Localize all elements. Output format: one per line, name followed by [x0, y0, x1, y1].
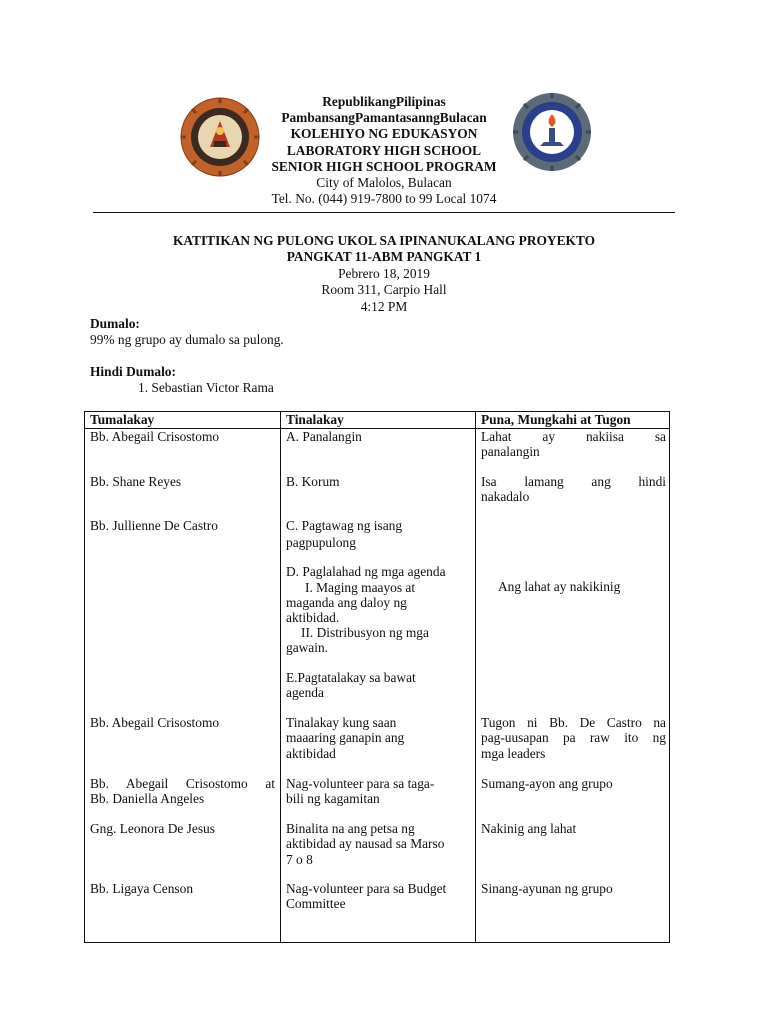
- letterhead-line-telephone: Tel. No. (044) 919-7800 to 99 Local 1074: [271, 191, 497, 207]
- attended-section: [90, 316, 284, 349]
- row3-note: Ang lahat ay nakikinig: [498, 579, 621, 594]
- minutes-title: KATITIKAN NG PULONG UKOL SA IPINANUKALANG PROYEKTO: [172, 233, 596, 248]
- row7-note: Sinang-ayunan ng grupo: [481, 881, 613, 896]
- row3-speaker: Bb. Jullienne De Castro: [90, 518, 218, 533]
- row7-speaker: Bb. Ligaya Censon: [90, 881, 194, 896]
- row5-speaker: Bb. Abegail Crisostomo at Bb. Daniella Angeles: [90, 776, 275, 807]
- row6-speaker: Gng. Leonora De Jesus: [90, 821, 215, 836]
- row1-note: Lahat ay nakiisa sa panalangin: [481, 429, 666, 460]
- minutes-room: Room 311, Carpio Hall: [321, 282, 447, 298]
- header-tinalakay: Tinalakay: [286, 412, 344, 427]
- row2-topic: B. Korum: [286, 474, 340, 489]
- row5-note: Sumang-ayon ang grupo: [481, 776, 613, 791]
- row2-note: Isa lamang ang hindi nakadalo: [481, 474, 666, 505]
- column-divider: [280, 412, 281, 942]
- minutes-time: 4:12 PM: [360, 298, 408, 314]
- row2-speaker: Bb. Shane Reyes: [90, 474, 182, 489]
- row4-note: Tugon ni Bb. De Castro na pag-uusapan pa raw ito ng mga leaders: [481, 715, 666, 761]
- row6-topic: Binalita na ang petsa ng aktibidad ay nausad sa Marso 7 o 8: [286, 821, 445, 867]
- minutes-table: [84, 411, 670, 943]
- letterhead-line-city: City of Malolos, Bulacan: [316, 175, 452, 191]
- row5-topic: Nag-volunteer para sa taga- bili ng kagamitan: [286, 776, 435, 807]
- attended-label: Dumalo:: [90, 316, 140, 331]
- header-puna: Puna, Mungkahi at Tugon: [481, 412, 631, 427]
- row3-topic: C. Pagtawag ng isang pagpupulong D. Paglalahad ng mga agenda I. Maging maayos at maganda ang daloy ng aktibidad. II. Distribusyon ng mga gawain. E.Pagtatalakay sa bawat agenda: [286, 518, 446, 700]
- letterhead-line-republic: RepublikangPilipinas: [322, 94, 446, 109]
- header-tumalakay: Tumalakay: [90, 412, 155, 427]
- attended-text: 99% ng grupo ay dumalo sa pulong.: [90, 332, 284, 348]
- letterhead-line-program: SENIOR HIGH SCHOOL PROGRAM: [271, 158, 497, 174]
- column-divider: [475, 412, 476, 942]
- minutes-group: PANGKAT 11-ABM PANGKAT 1: [286, 249, 482, 265]
- minutes-title-block: [0, 233, 768, 315]
- letterhead-line-school: LABORATORY HIGH SCHOOL: [286, 142, 482, 158]
- absent-label: Hindi Dumalo:: [90, 364, 176, 379]
- minutes-date: Pebrero 18, 2019: [338, 265, 430, 281]
- letterhead-line-university: PambansangPamantasanngBulacan: [281, 110, 487, 126]
- letterhead: [0, 94, 768, 207]
- row6-note: Nakinig ang lahat: [481, 821, 577, 836]
- letterhead-line-college: KOLEHIYO NG EDUKASYON: [290, 126, 478, 142]
- absent-section: [90, 364, 274, 397]
- row4-speaker: Bb. Abegail Crisostomo: [90, 715, 220, 730]
- absent-item: 1. Sebastian Victor Rama: [138, 380, 274, 396]
- row7-topic: Nag-volunteer para sa Budget Committee: [286, 881, 447, 912]
- row1-topic: A. Panalangin: [286, 429, 362, 444]
- letterhead-divider: [93, 212, 675, 213]
- row1-speaker: Bb. Abegail Crisostomo: [90, 429, 220, 444]
- row4-topic: Tinalakay kung saan maaaring ganapin ang aktibidad: [286, 715, 405, 761]
